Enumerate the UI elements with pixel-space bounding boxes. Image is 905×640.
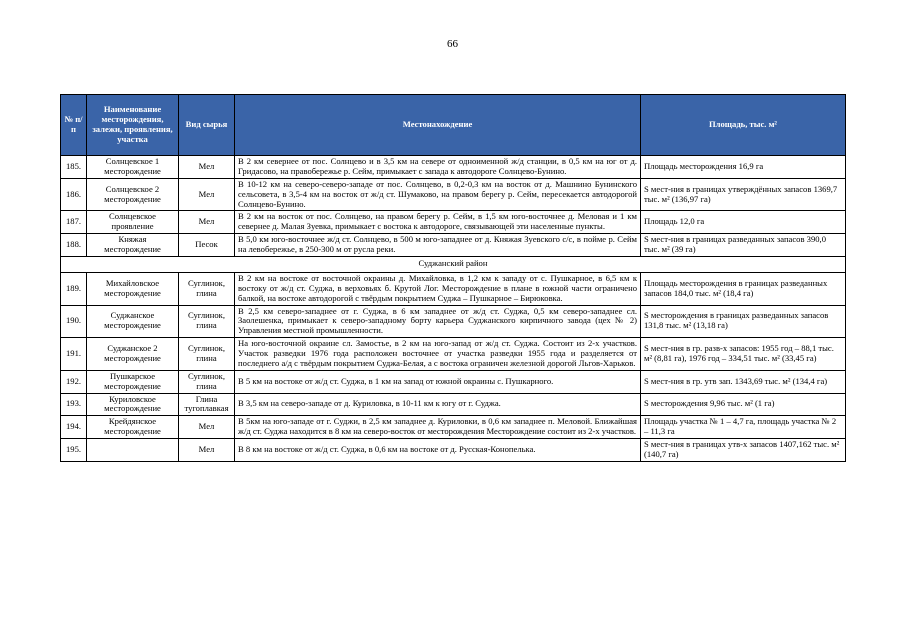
area-text: S мест-ния в границах утв-х запасов 1407,162 тыс. м² (140,7 га) xyxy=(641,439,846,462)
table-row xyxy=(61,393,846,416)
deposit-name: Михайловское месторождение xyxy=(87,272,179,305)
location-text: В 2 км севернее от пос. Солнцево и в 3,5 км на севере от одноименной ж/д станции, в 0,5 км на юг от д. Гридасово, на правобережье р. Сейм, примыкает с запада к автодороге Солнцево-Бунино. xyxy=(235,156,641,179)
area-text: Площадь участка № 1 – 4,7 га, площадь участка № 2 – 11,3 га xyxy=(641,416,846,439)
table-body-b xyxy=(61,272,846,461)
area-text: S мест-ния в границах разведанных запасов 390,0 тыс. м² (39 га) xyxy=(641,234,846,257)
table-row xyxy=(61,338,846,371)
table-row xyxy=(61,439,846,462)
table-row xyxy=(61,370,846,393)
deposit-name: Солнцевское 2 месторождение xyxy=(87,178,179,211)
row-number: 187. xyxy=(61,211,87,234)
area-text: Площадь месторождения 16,9 га xyxy=(641,156,846,179)
raw-material: Суглинок, глина xyxy=(179,338,235,371)
row-number: 193. xyxy=(61,393,87,416)
deposit-name: Куриловское месторождение xyxy=(87,393,179,416)
raw-material: Суглинок, глина xyxy=(179,370,235,393)
area-text: S мест-ния в гр. разв-х запасов: 1955 год – 88,1 тыс. м² (8,81 га), 1976 год – 334,51 тыс. м² (33,45 га) xyxy=(641,338,846,371)
header-location: Местонахождение xyxy=(235,95,641,156)
table-row xyxy=(61,211,846,234)
row-number: 195. xyxy=(61,439,87,462)
deposit-name: Суджанское 2 месторождение xyxy=(87,338,179,371)
location-text: В 2 км на востоке от восточной окраины д. Михайловка, в 1,2 км к западу от с. Пушкарное, в 6,5 км к востоку от ж/д ст. Суджа, в верховьях б. Крутой Лог. Месторождение в плане в южной части ограничено балкой, на востоке автодорогой с твёрдым покрытием Суджа – Пушкарное – Бирюковка. xyxy=(235,272,641,305)
raw-material: Мел xyxy=(179,211,235,234)
raw-material: Глина тугоплавкая xyxy=(179,393,235,416)
table-body-a xyxy=(61,156,846,257)
table-row xyxy=(61,416,846,439)
deposits-table xyxy=(60,94,846,462)
raw-material: Суглинок, глина xyxy=(179,305,235,338)
raw-material: Мел xyxy=(179,416,235,439)
raw-material: Мел xyxy=(179,178,235,211)
deposit-name: Княжая месторождение xyxy=(87,234,179,257)
row-number: 188. xyxy=(61,234,87,257)
raw-material: Песок xyxy=(179,234,235,257)
table-header-row xyxy=(61,95,846,156)
row-number: 186. xyxy=(61,178,87,211)
table-row xyxy=(61,178,846,211)
area-text: Площадь месторождения в границах разведанных запасов 184,0 тыс. м² (18,4 га) xyxy=(641,272,846,305)
header-area: Площадь, тыс. м² xyxy=(641,95,846,156)
table-body-district xyxy=(61,256,846,272)
table-row xyxy=(61,234,846,257)
table-row xyxy=(61,272,846,305)
header-name: Наименование месторождения, залежи, проявления, участка xyxy=(87,95,179,156)
deposit-name: Суджанское месторождение xyxy=(87,305,179,338)
raw-material: Мел xyxy=(179,156,235,179)
row-number: 191. xyxy=(61,338,87,371)
location-text: В 3,5 км на северо-западе от д. Куриловка, в 10-11 км к югу от г. Суджа. xyxy=(235,393,641,416)
area-text: S мест-ния в гр. утв зап. 1343,69 тыс. м² (134,4 га) xyxy=(641,370,846,393)
deposit-name: Крейдянское месторождение xyxy=(87,416,179,439)
location-text: В 5,0 км юго-восточнее ж/д ст. Солнцево, в 500 м юго-западнее от д. Княжая Зуевского с/с, в пойме р. Сейм на левобережье, в 250-300 м от русла реки. xyxy=(235,234,641,257)
deposit-name: Солнцевское 1 месторождение xyxy=(87,156,179,179)
page-number: 66 xyxy=(447,38,458,50)
district-label: Суджанский район xyxy=(61,256,846,272)
area-text: S месторождения 9,96 тыс. м² (1 га) xyxy=(641,393,846,416)
location-text: В 2,5 км северо-западнее от г. Суджа, в 6 км западнее от ж/д ст. Суджа, 0,5 км северо-западнее сл. Заолешенка, примыкает к северо-западному борту карьера Суджанского кирпичного завода (цех № 2) Управления местной промышленности. xyxy=(235,305,641,338)
table-row xyxy=(61,156,846,179)
deposit-name xyxy=(87,439,179,462)
row-number: 194. xyxy=(61,416,87,439)
area-text: S мест-ния в границах утверждённых запасов 1369,7 тыс. м² (136,97 га) xyxy=(641,178,846,211)
row-number: 190. xyxy=(61,305,87,338)
row-number: 189. xyxy=(61,272,87,305)
row-number: 192. xyxy=(61,370,87,393)
area-text: S месторождения в границах разведанных запасов 131,8 тыс. м² (13,18 га) xyxy=(641,305,846,338)
table-row xyxy=(61,305,846,338)
raw-material: Мел xyxy=(179,439,235,462)
location-text: В 10-12 км на северо-северо-западе от пос. Солнцево, в 0,2-0,3 км на восток от д. Машнино Бунинского сельсовета, в 3,5-4 км на восток от ж/д ст. Шумаково, на правом берегу р. Сейм, пересекается автодорогой Солнцево-Бунино. xyxy=(235,178,641,211)
header-num: № п/п xyxy=(61,95,87,156)
location-text: В 5км на юго-западе от г. Суджи, в 2,5 км западнее д. Куриловки, в 0,6 км западнее п. Меловой. Ближайшая ж/д ст. Суджа находится в 8 км на северо-восток от месторождения Месторождение состоит из 2-х участков. xyxy=(235,416,641,439)
area-text: Площадь 12,0 га xyxy=(641,211,846,234)
district-row xyxy=(61,256,846,272)
location-text: В 2 км на восток от пос. Солнцево, на правом берегу р. Сейм, в 1,5 км юго-восточнее д. Меловая и 1 км севернее д. Малая Зуевка, примыкает с востока к автодороге, связывающей эти населенные пункты. xyxy=(235,211,641,234)
deposit-name: Пушкарское месторождение xyxy=(87,370,179,393)
row-number: 185. xyxy=(61,156,87,179)
header-type: Вид сырья xyxy=(179,95,235,156)
location-text: В 5 км на востоке от ж/д ст. Суджа, в 1 км на запад от южной окраины с. Пушкарного. xyxy=(235,370,641,393)
location-text: В 8 км на востоке от ж/д ст. Суджа, в 0,6 км на востоке от д. Русская-Конопелька. xyxy=(235,439,641,462)
raw-material: Суглинок, глина xyxy=(179,272,235,305)
deposit-name: Солнцевское проявление xyxy=(87,211,179,234)
location-text: На юго-восточной окраине сл. Замостье, в 2 км на юго-запад от ж/д ст. Суджа. Состоит из 2-х участков. Участок разведки 1976 года расположен восточнее от участка разведки 1955 года и разделяется от последнего а/д с твёрдым покрытием Суджа-Белая, а с востока ограничен железной дорогой Льгов-Харьков. xyxy=(235,338,641,371)
